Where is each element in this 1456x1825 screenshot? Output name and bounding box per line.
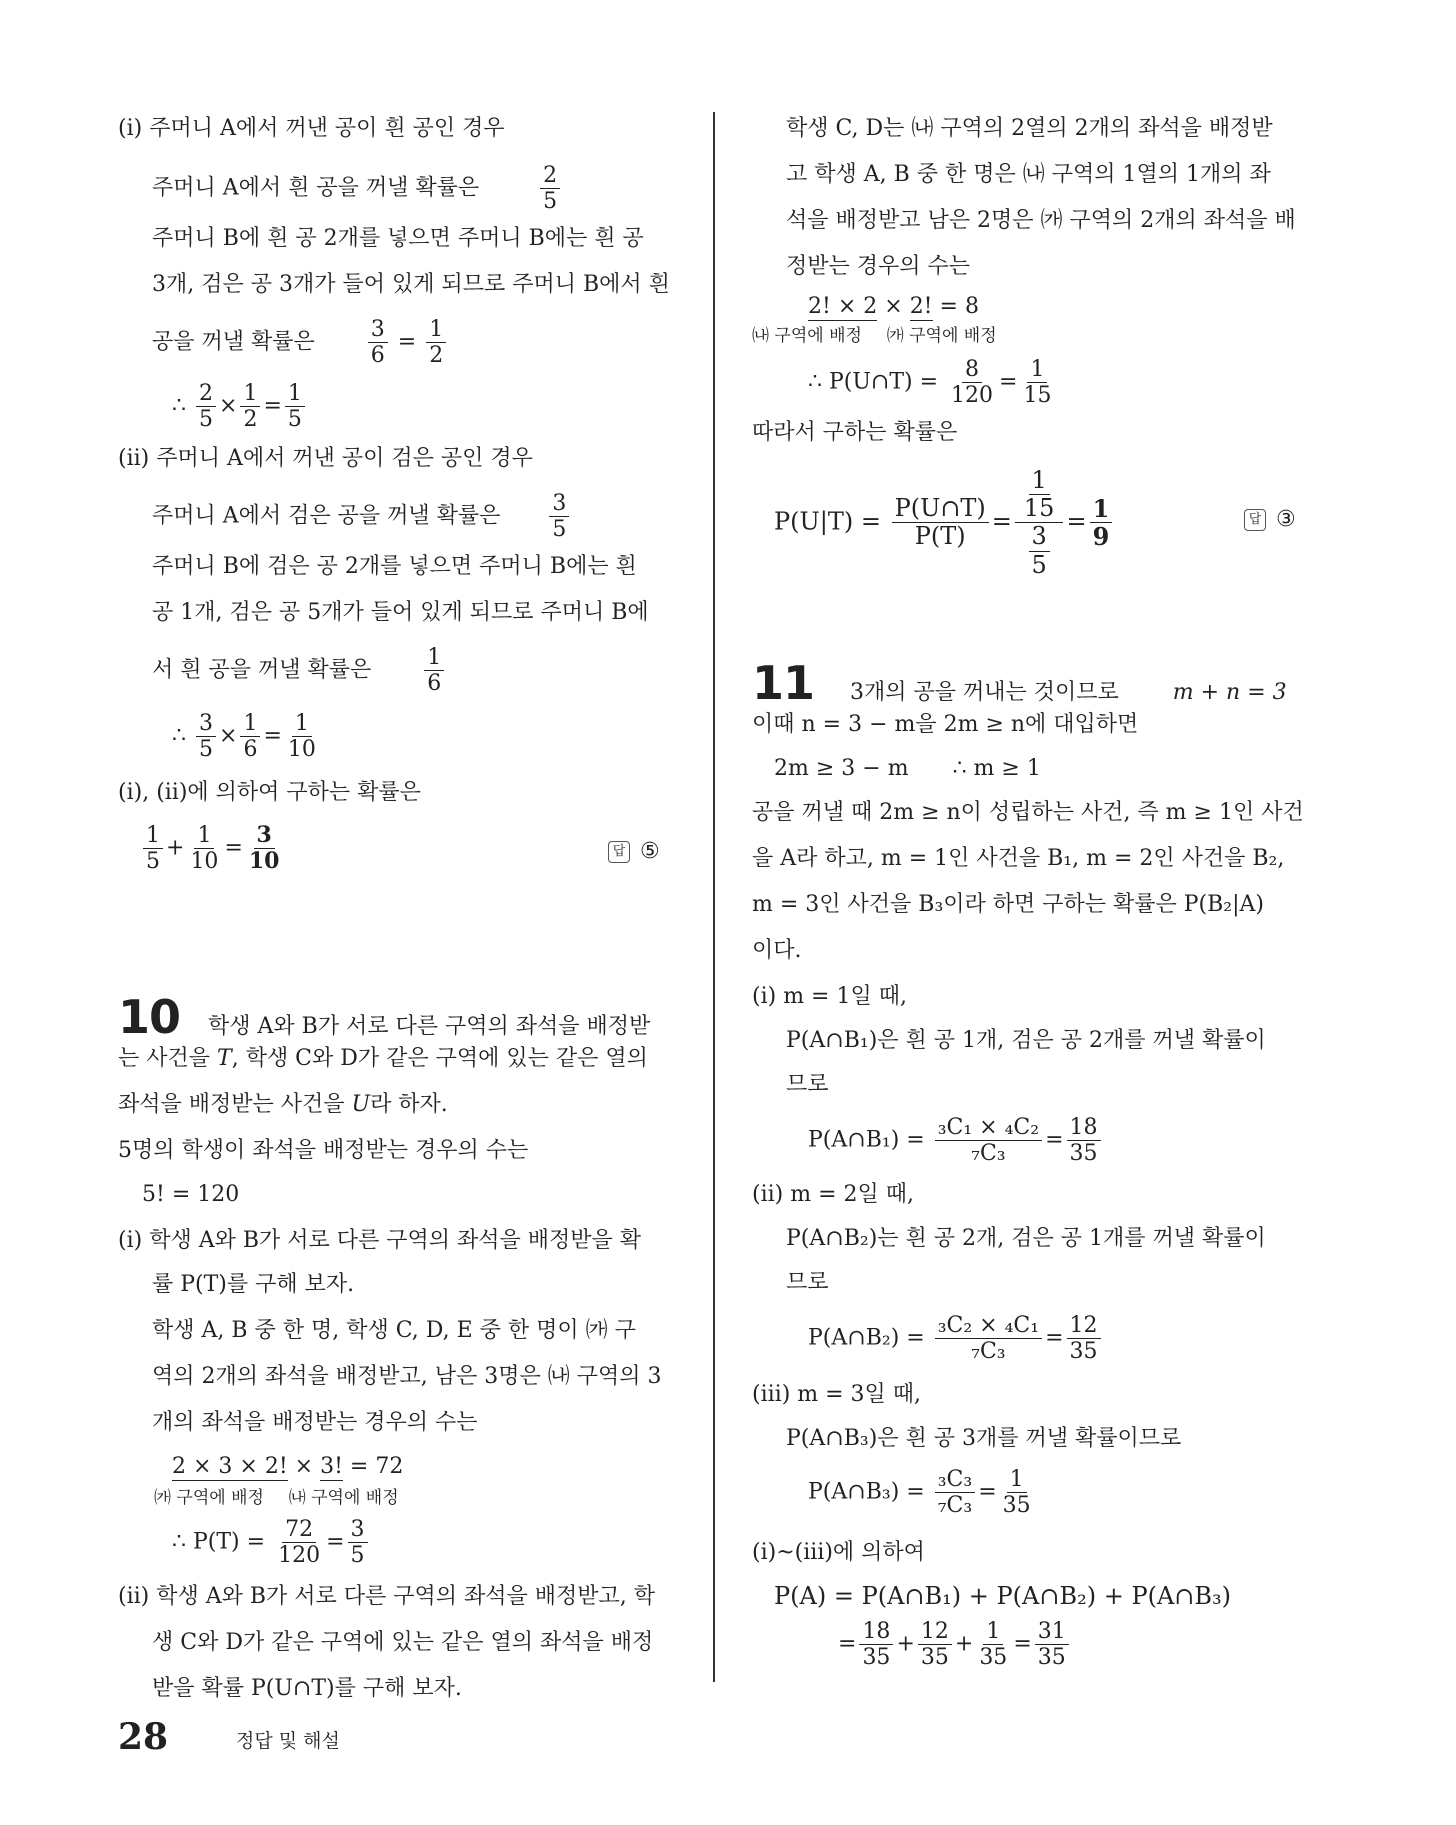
r-result: ∴ P(U∩T) = $\frac{8}{120}$ = $\frac{1}{15}$ bbox=[808, 358, 1057, 407]
frac-den: 10 bbox=[190, 849, 219, 875]
case-i-result: ∴ $\frac{2}{5}$ × $\frac{1}{2}$ = $\frac{1}{5}$ bbox=[172, 382, 308, 431]
fraction-1-15 bbox=[1020, 358, 1054, 407]
frac-num: 1 bbox=[983, 1620, 1003, 1645]
frac-num: 3 bbox=[1029, 524, 1050, 551]
fraction-1-35-b bbox=[976, 1620, 1010, 1669]
pt-label: P(T) = bbox=[193, 1529, 266, 1555]
fraction-12-35-b bbox=[918, 1620, 952, 1669]
case-ii-text-line3 bbox=[152, 646, 447, 695]
answer-badge-icon: 답 bbox=[608, 841, 630, 863]
m1-line1: P(A∩B₁)은 흰 공 1개, 검은 공 2개를 꺼낼 확률이 bbox=[786, 1028, 1266, 1053]
r-line4: 정받는 경우의 수는 bbox=[786, 254, 971, 279]
problem-11-line5: 을 A라 하고, m = 1인 사건을 B₁, m = 2인 사건을 B₂, bbox=[752, 846, 1285, 871]
answer-badge-icon: 답 bbox=[1244, 509, 1266, 531]
frac-num: 12 bbox=[918, 1620, 952, 1645]
note-b: ㈎ 구역에 배정 bbox=[886, 326, 997, 346]
problem-11-line6: m = 3인 사건을 B₃이라 하면 구하는 확률은 P(B₂|A) bbox=[752, 892, 1265, 917]
cond-label: P(U|T) = bbox=[774, 507, 881, 536]
problem-10-line3 bbox=[118, 1092, 448, 1118]
m2-line1: P(A∩B₂)는 흰 공 2개, 검은 공 1개를 꺼낼 확률이 bbox=[786, 1226, 1266, 1251]
case-i-heading: (ⅰ) 주머니 A에서 꺼낸 공이 흰 공인 경우 bbox=[118, 116, 505, 141]
therefore-symbol: ∴ bbox=[172, 393, 186, 419]
fraction-3-10-answer bbox=[246, 824, 283, 873]
problem-10-line2 bbox=[118, 1046, 648, 1072]
frac-den: 120 bbox=[278, 1543, 321, 1569]
m2-heading: (ⅱ) m = 2일 때, bbox=[752, 1182, 915, 1207]
frac-den: 5 bbox=[287, 407, 302, 433]
frac-num: 1 bbox=[292, 712, 312, 737]
frac-den: 10 bbox=[248, 848, 280, 875]
p10-l3a: 좌석을 배정받는 사건을 bbox=[118, 1092, 345, 1117]
frac-den: 35 bbox=[920, 1645, 949, 1671]
frac-den: 2 bbox=[243, 407, 258, 433]
fraction-18-35 bbox=[1067, 1116, 1101, 1165]
note-b: ㈏ 구역에 배정 bbox=[288, 1488, 399, 1508]
p10-case-i-line3: 개의 좌석을 배정받는 경우의 수는 bbox=[152, 1410, 478, 1435]
case-i-text-line3: 공을 꺼낼 확률은 $\frac{3}{6}$ = $\frac{1}{2}$ bbox=[152, 318, 449, 367]
calc-times: × bbox=[877, 294, 910, 319]
frac-den: 2 bbox=[429, 343, 444, 369]
frac-den: 15 bbox=[1023, 383, 1052, 409]
frac-den: 6 bbox=[243, 737, 258, 763]
frac-den: 5 bbox=[146, 849, 160, 875]
case-ii-text-line1: 주머니 B에 검은 공 2개를 넣으면 주머니 B에는 흰 bbox=[152, 554, 637, 579]
fraction-1-9-answer bbox=[1090, 494, 1113, 552]
m1-heading: (ⅰ) m = 1일 때, bbox=[752, 984, 907, 1009]
frac-num: 1 bbox=[1027, 358, 1047, 383]
fraction-3-5-c bbox=[348, 1518, 368, 1567]
problem-number-10: 10 bbox=[118, 990, 181, 1044]
frac-num: 2 bbox=[196, 382, 216, 407]
fraction-1-35 bbox=[1000, 1468, 1034, 1517]
conclusion-9: (ⅰ), (ⅱ)에 의하여 구하는 확률은 bbox=[118, 780, 421, 805]
fraction-1-10 bbox=[285, 712, 319, 761]
frac-den: 35 bbox=[1069, 1339, 1098, 1365]
frac-num: 1 bbox=[240, 382, 260, 407]
answer-10 bbox=[1244, 504, 1296, 533]
put-label: P(U∩T) = bbox=[829, 369, 939, 395]
fraction-12-35 bbox=[1067, 1314, 1101, 1363]
frac-den: ₇C₃ bbox=[971, 1141, 1006, 1167]
compound-fraction bbox=[1015, 468, 1064, 578]
frac-den: 6 bbox=[370, 343, 385, 369]
case-ii-heading: (ⅱ) 주머니 A에서 꺼낸 공이 검은 공인 경우 bbox=[118, 446, 533, 471]
r-calc bbox=[808, 294, 979, 320]
case-ii-prob-a bbox=[152, 492, 572, 541]
frac-num: 1 bbox=[1090, 496, 1113, 523]
frac-den: P(T) bbox=[914, 522, 966, 551]
frac-num: 72 bbox=[282, 1518, 316, 1543]
fraction-1-5-c bbox=[143, 824, 163, 873]
fraction-18-35-b bbox=[859, 1620, 893, 1669]
frac-num: ₃C₁ × ₄C₂ bbox=[935, 1116, 1042, 1141]
frac-num: 2 bbox=[540, 164, 560, 189]
m3-line1: P(A∩B₃)은 흰 공 3개를 꺼낼 확률이므로 bbox=[786, 1426, 1182, 1451]
frac-num: ₃C₃ bbox=[935, 1468, 975, 1493]
frac-den: 15 bbox=[1023, 494, 1055, 523]
p10-case-i-head1: (ⅰ) 학생 A와 B가 서로 다른 구역의 좌석을 배정받을 확 bbox=[118, 1228, 641, 1253]
frac-den: ₇C₃ bbox=[937, 1493, 973, 1519]
m1-equation: P(A∩B₁) = $\frac{\text{₃C₁ × ₄C₂}}{\text{₇C₃}}$ = $\frac{18}{35}$ bbox=[808, 1116, 1104, 1165]
frac-den: 5 bbox=[552, 517, 567, 543]
frac-num: 18 bbox=[859, 1620, 893, 1645]
frac-num: 1 bbox=[1007, 1468, 1027, 1493]
frac-num bbox=[1015, 468, 1064, 523]
r-line2: 고 학생 A, B 중 한 명은 ㈏ 구역의 1열의 1개의 좌 bbox=[786, 162, 1271, 187]
case-ii-prob-a-text: 주머니 A에서 검은 공을 꺼낼 확률은 bbox=[152, 503, 501, 529]
problem-number-11: 11 bbox=[752, 656, 815, 710]
p10-case-i-notes bbox=[154, 1488, 399, 1508]
frac-den: 5 bbox=[1031, 550, 1047, 579]
m3-heading: (ⅲ) m = 3일 때, bbox=[752, 1382, 922, 1407]
frac-num: 3 bbox=[368, 318, 388, 343]
frac-num: 3 bbox=[549, 492, 569, 517]
frac-den: 5 bbox=[543, 189, 558, 215]
problem-11-line4: 공을 꺼낼 때 2m ≥ n이 성립하는 사건, 즉 m ≥ 1인 사건 bbox=[752, 800, 1304, 825]
m1-eq-label: P(A∩B₁) = bbox=[808, 1127, 925, 1153]
p10-case-ii-head1: (ⅱ) 학생 A와 B가 서로 다른 구역의 좌석을 배정받고, 학 bbox=[118, 1584, 656, 1609]
final-sum-9: $\frac{1}{5}$ + $\frac{1}{10}$ = $\frac{3}{10}$ bbox=[140, 824, 286, 873]
frac-den: 35 bbox=[1069, 1141, 1098, 1167]
fraction-m2-combination bbox=[935, 1314, 1042, 1363]
frac-den: 5 bbox=[199, 407, 213, 433]
problem-10-line1 bbox=[118, 990, 650, 1045]
frac-num: 1 bbox=[426, 318, 446, 343]
column-divider bbox=[713, 112, 715, 1682]
case-i-text-line1: 주머니 B에 흰 공 2개를 넣으면 주머니 B에는 흰 공 bbox=[152, 226, 644, 251]
frac-den: 120 bbox=[951, 383, 994, 409]
note-a: ㈎ 구역에 배정 bbox=[154, 1488, 264, 1508]
therefore-symbol: ∴ bbox=[172, 1529, 186, 1555]
fraction-72-120 bbox=[275, 1518, 323, 1567]
fraction-1-6-b bbox=[240, 712, 260, 761]
footer-label: 정답 및 해설 bbox=[236, 1730, 340, 1752]
p10-l2b: , 학생 C와 D가 같은 구역에 있는 같은 열의 bbox=[231, 1046, 648, 1071]
sum-line1: P(A) = P(A∩B₁) + P(A∩B₂) + P(A∩B₃) bbox=[774, 1582, 1232, 1610]
r-line3: 석을 배정받고 남은 2명은 ㈎ 구역의 2개의 좌석을 배 bbox=[786, 208, 1296, 233]
answer-choice: ③ bbox=[1276, 506, 1296, 532]
p11-l1-eq: m + n = 3 bbox=[1172, 680, 1287, 705]
fraction-8-120 bbox=[948, 358, 996, 407]
fraction-1-15-b bbox=[1021, 468, 1058, 521]
case-ii-text-line3-text: 서 흰 공을 꺼낼 확률은 bbox=[152, 657, 372, 683]
calc-eq: = 72 bbox=[342, 1454, 404, 1479]
answer-choice: ⑤ bbox=[640, 838, 660, 864]
fraction-3-5 bbox=[549, 492, 569, 541]
frac-num: 8 bbox=[962, 358, 982, 383]
frac-den: 6 bbox=[427, 671, 442, 697]
fraction-1-6 bbox=[424, 646, 444, 695]
m1-line2: 므로 bbox=[786, 1072, 829, 1097]
therefore-symbol: ∴ bbox=[808, 369, 822, 395]
problem-10-line4: 5명의 학생이 좌석을 배정받는 경우의 수는 bbox=[118, 1138, 529, 1163]
p10-case-i-line2: 역의 2개의 좌석을 배정받고, 남은 3명은 ㈏ 구역의 3 bbox=[152, 1364, 662, 1389]
conditional-probability: P(U|T) = $\frac{P(U\cap T)}{P(T)}$ = $\frac{\frac{1}{15}}{\frac{3}{5}}$ = $\frac{1}{9}$ bbox=[774, 468, 1115, 578]
frac-den bbox=[1023, 523, 1056, 577]
problem-11-line3 bbox=[774, 756, 1041, 782]
calc-underlined-a: 2 × 3 × 2! bbox=[172, 1454, 288, 1479]
case-i-prob-a bbox=[152, 164, 563, 213]
fraction-31-35 bbox=[1035, 1620, 1069, 1669]
frac-num: 3 bbox=[348, 1518, 368, 1543]
frac-num: 18 bbox=[1067, 1116, 1101, 1141]
calc-underlined-a: 2! × 2 bbox=[808, 294, 878, 319]
r-line1: 학생 C, D는 ㈏ 구역의 2열의 2개의 좌석을 배정받 bbox=[786, 116, 1273, 141]
p10-case-i-calc bbox=[172, 1454, 403, 1480]
fraction-3-5-d bbox=[1029, 524, 1050, 577]
p10-case-i-result: ∴ P(T) = $\frac{72}{120}$ = $\frac{3}{5}$ bbox=[172, 1518, 371, 1567]
problem-11-line2: 이때 n = 3 − m을 2m ≥ n에 대입하면 bbox=[752, 712, 1139, 737]
case-i-text-line3-text: 공을 꺼낼 확률은 bbox=[152, 329, 315, 355]
frac-num: 12 bbox=[1067, 1314, 1101, 1339]
case-i-prob-a-text: 주머니 A에서 흰 공을 꺼낼 확률은 bbox=[152, 175, 480, 201]
calc-times: × bbox=[287, 1454, 321, 1479]
fraction-3-5-b bbox=[196, 712, 216, 761]
problem-10-line1-text: 학생 A와 B가 서로 다른 구역의 좌석을 배정받 bbox=[208, 1014, 651, 1039]
r-hence: 따라서 구하는 확률은 bbox=[752, 420, 958, 445]
p10-case-i-line1: 학생 A, B 중 한 명, 학생 C, D, E 중 한 명이 ㈎ 구 bbox=[152, 1318, 636, 1343]
frac-num: 1 bbox=[1029, 468, 1050, 495]
m2-line2: 므로 bbox=[786, 1270, 829, 1295]
frac-num: 1 bbox=[285, 382, 305, 407]
frac-den: 5 bbox=[199, 737, 213, 763]
problem-11-line1 bbox=[752, 656, 1287, 711]
frac-num: 31 bbox=[1035, 1620, 1069, 1645]
fraction-m1-combination bbox=[935, 1116, 1042, 1165]
m3-equation: P(A∩B₃) = $\frac{\text{₃C₃}}{\text{₇C₃}}$ = $\frac{1}{35}$ bbox=[808, 1468, 1037, 1517]
frac-num: 3 bbox=[196, 712, 216, 737]
problem-10-line5: 5! = 120 bbox=[142, 1182, 240, 1207]
p11-l1-text: 3개의 공을 꺼내는 것이므로 bbox=[850, 680, 1119, 705]
therefore-symbol: ∴ bbox=[172, 723, 186, 749]
frac-den: 5 bbox=[350, 1543, 365, 1569]
frac-den: 35 bbox=[979, 1645, 1008, 1671]
fraction-put-pt bbox=[892, 496, 989, 549]
case-i-text-line2: 3개, 검은 공 3개가 들어 있게 되므로 주머니 B에서 흰 bbox=[152, 272, 670, 297]
sum-line2: = $\frac{18}{35}$ + $\frac{12}{35}$ + $\frac{1}{35}$ = $\frac{31}{35}$ bbox=[838, 1620, 1072, 1669]
frac-num: 1 bbox=[240, 712, 260, 737]
frac-den: 10 bbox=[287, 737, 316, 763]
frac-num: ₃C₂ × ₄C₁ bbox=[935, 1314, 1042, 1339]
p10-l2a: 는 사건을 bbox=[118, 1046, 211, 1071]
answer-9 bbox=[608, 836, 660, 865]
fraction-2-5-b bbox=[196, 382, 216, 431]
fraction-1-10-b bbox=[187, 824, 221, 873]
p11-l3b: ∴ m ≥ 1 bbox=[952, 756, 1041, 781]
p10-case-ii-head2: 생 C와 D가 같은 구역에 있는 같은 열의 좌석을 배정 bbox=[152, 1630, 654, 1655]
m3-eq-label: P(A∩B₃) = bbox=[808, 1479, 925, 1505]
page-number: 28 bbox=[118, 1716, 169, 1758]
frac-den: 35 bbox=[862, 1645, 891, 1671]
frac-den: 9 bbox=[1092, 522, 1110, 552]
m2-equation: P(A∩B₂) = $\frac{\text{₃C₂ × ₄C₁}}{\text{₇C₃}}$ = $\frac{12}{35}$ bbox=[808, 1314, 1104, 1363]
case-ii-text-line2: 공 1개, 검은 공 5개가 들어 있게 되므로 주머니 B에 bbox=[152, 600, 649, 625]
frac-num: P(U∩T) bbox=[892, 496, 989, 523]
p11-l3a: 2m ≥ 3 − m bbox=[774, 756, 909, 781]
frac-num: 3 bbox=[254, 824, 275, 849]
fraction-1-2-b bbox=[240, 382, 260, 431]
p10-l3b: 라 하자. bbox=[370, 1092, 448, 1117]
fraction-1-2 bbox=[426, 318, 446, 367]
p10-case-i-head2: 률 P(T)를 구해 보자. bbox=[152, 1272, 355, 1297]
fraction-1-5 bbox=[285, 382, 305, 431]
fraction-3-6 bbox=[368, 318, 388, 367]
problem-11-line7: 이다. bbox=[752, 938, 802, 963]
calc-underlined-b: 2! bbox=[909, 294, 933, 319]
frac-den: 35 bbox=[1002, 1493, 1031, 1519]
m2-eq-label: P(A∩B₂) = bbox=[808, 1325, 925, 1351]
p10-case-ii-head3: 받을 확률 P(U∩T)를 구해 보자. bbox=[152, 1676, 462, 1701]
frac-num: 1 bbox=[424, 646, 444, 671]
sum-heading: (ⅰ)~(ⅲ)에 의하여 bbox=[752, 1540, 925, 1565]
fraction-2-5 bbox=[540, 164, 560, 213]
fraction-m3-combination bbox=[935, 1468, 975, 1517]
calc-underlined-b: 3! bbox=[320, 1454, 343, 1479]
frac-num: 1 bbox=[194, 824, 214, 849]
frac-den: ₇C₃ bbox=[971, 1339, 1006, 1365]
var-t: T bbox=[217, 1046, 232, 1071]
r-notes bbox=[752, 326, 997, 346]
var-u: U bbox=[351, 1092, 371, 1117]
calc-eq: = 8 bbox=[932, 294, 979, 319]
frac-num: 1 bbox=[143, 824, 163, 849]
note-a: ㈏ 구역에 배정 bbox=[752, 326, 862, 346]
case-ii-result: ∴ $\frac{3}{5}$ × $\frac{1}{6}$ = $\frac{1}{10}$ bbox=[172, 712, 322, 761]
frac-den: 35 bbox=[1037, 1645, 1066, 1671]
